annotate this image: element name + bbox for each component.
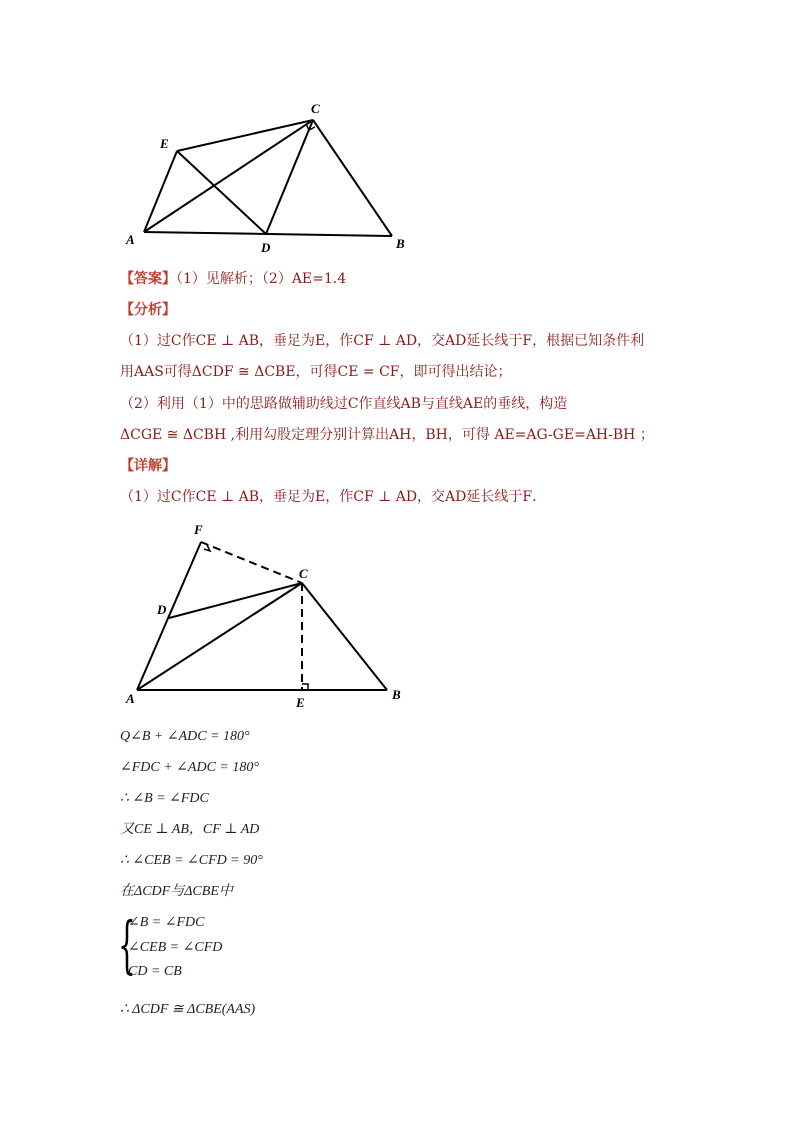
proof-conclusion: ∴ ΔCDF ≅ ΔCBE(AAS) <box>120 1002 256 1017</box>
system-brace: { <box>118 908 136 981</box>
fig1-label-e: E <box>160 136 169 151</box>
fig2-label-a: A <box>126 691 135 706</box>
fig1-label-b: B <box>396 236 405 251</box>
answer-tag: 【答案】 <box>120 271 176 287</box>
proof-step-5: ∴ ∠CEB = ∠CFD = 90° <box>120 853 263 868</box>
proof-step-3: ∴ ∠B = ∠FDC <box>120 791 209 806</box>
analysis-heading <box>120 300 176 320</box>
system-eq-1: ∠B = ∠FDC <box>128 915 205 930</box>
proof-step-1: Q∠B + ∠ADC = 180° <box>120 729 250 744</box>
fig1-label-a: A <box>126 232 135 247</box>
proof-step-4: 又CE ⊥ AB，CF ⊥ AD <box>120 822 260 837</box>
figure-1-quadrilateral <box>110 95 430 265</box>
detail-heading <box>120 456 176 476</box>
detail-tag: 【详解】 <box>120 458 176 474</box>
analysis-line-3: （2）利用（1）中的思路做辅助线过C作直线AB与直线AE的垂线，构造 <box>120 396 568 412</box>
analysis-line-2: 用AAS可得ΔCDF ≅ ΔCBE，可得CE = CF，即可得出结论； <box>120 364 512 380</box>
answer-line <box>120 269 346 289</box>
figure-1-lines <box>144 120 392 236</box>
figure-2-lines <box>137 542 387 690</box>
figure-2-auxiliary <box>120 515 410 715</box>
proof-step-6: 在ΔCDF与ΔCBE中 <box>120 884 233 899</box>
fig2-label-e: E <box>296 695 305 710</box>
fig2-label-f: F <box>194 522 203 537</box>
system-eq-3: CD = CB <box>128 964 182 979</box>
analysis-line-1: （1）过C作CE ⊥ AB，垂足为E，作CF ⊥ AD，交AD延长线于F，根据已知条件利 <box>120 333 645 349</box>
fig1-label-d: D <box>261 240 271 255</box>
analysis-line-4: ΔCGE ≅ ΔCBH ,利用勾股定理分别计算出AH，BH，可得 AE=AG-GE=AH-BH ； <box>120 427 654 443</box>
proof-step-2: ∠FDC + ∠ADC = 180° <box>120 760 259 775</box>
system-eq-2: ∠CEB = ∠CFD <box>128 940 223 955</box>
fig2-label-d: D <box>157 602 167 617</box>
answer-text: （1）见解析；（2）AE=1.4 <box>176 271 347 287</box>
fig2-label-b: B <box>392 687 401 702</box>
fig1-label-c: C <box>311 101 320 116</box>
fig2-label-c: C <box>299 566 308 581</box>
detail-line-1: （1）过C作CE ⊥ AB，垂足为E，作CF ⊥ AD，交AD延长线于F． <box>120 489 547 505</box>
analysis-tag: 【分析】 <box>120 302 176 318</box>
